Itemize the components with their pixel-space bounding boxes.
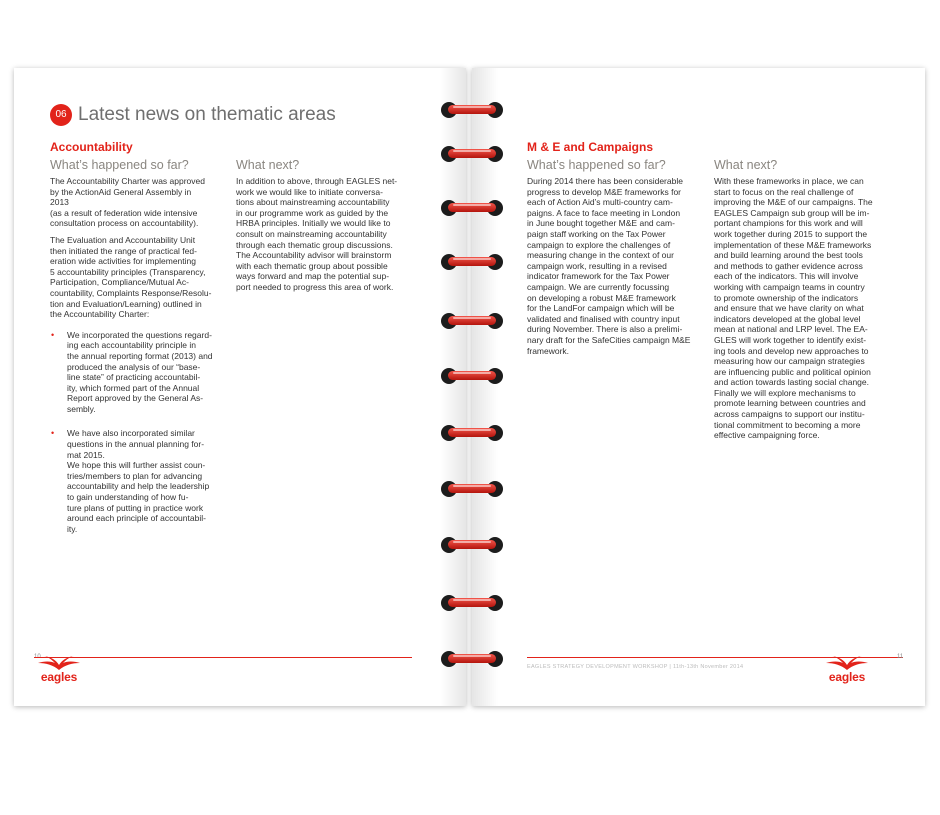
binding-ring [441, 312, 503, 330]
text-line: port needed to progress this area of work. [236, 281, 394, 292]
text-line: progress to develop M&E frameworks for [527, 186, 682, 197]
text-line: start to focus on the real challenge of [714, 186, 854, 197]
text-line: During 2014 there has been considerable [527, 176, 683, 186]
text-line: paigns. A face to face meeting in London [527, 207, 681, 218]
text-line: across campaigns to support our institu- [714, 409, 865, 420]
text-line: In addition to above, through EAGLES net- [236, 176, 398, 186]
text-line: each of the indicators. This will involve [714, 271, 859, 282]
binding-ring [441, 594, 503, 612]
text-line: consultation process on accountability). [50, 218, 199, 229]
text-line: indicator framework for the Tax Power [527, 271, 670, 282]
text-line: line state” of practicing accountabil- [67, 372, 201, 383]
text-line: validated and finalised with country input [527, 313, 680, 324]
text-line: tion and Evaluation/Learning) outlined in [50, 298, 202, 309]
binding-ring [441, 101, 503, 119]
binding-ring [441, 199, 503, 217]
text-line: We incorporated the questions regard- [67, 329, 212, 340]
left-col2-subheading: What next? [236, 158, 300, 172]
text-line: accountability and help the leadership [67, 481, 210, 492]
text-line: campaign. We are currently focussing [527, 281, 670, 292]
text-line: the annual reporting format (2013) and [67, 350, 213, 361]
text-line: ity. [67, 523, 78, 534]
accountability-heading: Accountability [50, 140, 133, 154]
text-line: GLES will work together to identify exist- [714, 334, 867, 345]
right-page [472, 68, 925, 706]
text-line: work we would like to initiate conversa- [236, 186, 383, 197]
logo-wordmark-left: eagles [40, 670, 78, 684]
text-line: effective campaigning force. [714, 430, 820, 441]
text-line: each of Action Aid’s multi-country cam- [527, 197, 673, 208]
text-line: The Accountability Charter was approved [50, 176, 205, 186]
binding-ring [441, 536, 503, 554]
text-line: measuring change in the context of our [527, 250, 674, 261]
binding-ring [441, 424, 503, 442]
text-line: Finally we will explore mechanisms to [714, 387, 856, 398]
text-line: With these frameworks in place, we can [714, 176, 864, 186]
section-number-badge: 06 [50, 104, 72, 126]
text-line: mean at national and LRP level. The EA- [714, 324, 868, 335]
text-line: and build learning around the best tools [714, 250, 863, 261]
text-line: The Accountability advisor will brainstorm [236, 250, 392, 261]
text-line: by the ActionAid General Assembly in [50, 186, 192, 197]
text-line: We hope this will further assist coun- [67, 460, 206, 471]
text-line: ture plans of putting in practice work [67, 502, 204, 513]
text-line: paign staff working on the Tax Power [527, 228, 666, 239]
logo-wordmark-right: eagles [828, 670, 866, 684]
left-col1-body [50, 176, 250, 548]
left-col2-para [236, 176, 436, 293]
left-col1-para2 [50, 235, 250, 320]
text-line: to gain understanding of how fu- [67, 492, 189, 503]
text-line: 2013 [50, 197, 69, 208]
left-col1-para1 [50, 176, 250, 229]
text-line: ing each accountability principle in [67, 340, 196, 351]
text-line: produced the analysis of our “base- [67, 361, 201, 372]
text-line: We have also incorporated similar [67, 428, 195, 439]
right-col2-body [714, 176, 909, 447]
text-line: measuring how our campaign strategies [714, 356, 865, 367]
right-col1-subheading: What’s happened so far? [527, 158, 666, 172]
eagles-logo-left [34, 656, 84, 684]
bullet-item [50, 330, 250, 415]
binding-ring [441, 145, 503, 163]
text-line: countability, Complaints Response/Resolu- [50, 287, 212, 298]
text-line: eration wide activities for implementing [50, 256, 196, 267]
text-line: (as a result of federation wide intensive [50, 207, 198, 218]
text-line: campaign work, resulting in a revised [527, 260, 667, 271]
eagles-logo-right [822, 656, 872, 684]
text-line: with each thematic group about possible [236, 260, 388, 271]
text-line: in our programme work as guided by the [236, 207, 389, 218]
text-line: implementation of these M&E frameworks [714, 239, 872, 250]
text-line: mat 2015. [67, 449, 105, 460]
footer-rule-left [34, 657, 412, 658]
binding-ring [441, 650, 503, 668]
text-line: for the LandFor campaign which will be [527, 303, 675, 314]
text-line: The Evaluation and Accountability Unit [50, 234, 196, 245]
text-line: through each thematic group discussions. [236, 239, 393, 250]
text-line: in June bought together M&E and cam- [527, 218, 675, 229]
text-line: Participation, Compliance/Mutual Ac- [50, 277, 189, 288]
text-line: during November. There is also a prelimi- [527, 324, 683, 335]
text-line: consult on mainstreaming accountability [236, 228, 387, 239]
section-title: Latest news on thematic areas [78, 104, 336, 125]
text-line: sembly. [67, 403, 96, 414]
left-page [14, 68, 466, 706]
text-line: nary draft for the SafeCities campaign M&E [527, 334, 691, 345]
text-line: 5 accountability principles (Transparency, [50, 266, 206, 277]
binding-ring [441, 253, 503, 271]
right-col2-subheading: What next? [714, 158, 778, 172]
footer-workshop-text: EAGLES STRATEGY DEVELOPMENT WORKSHOP | 11th-13th November 2014 [527, 664, 744, 670]
binding-ring [441, 480, 503, 498]
text-line: tions about mainstreaming accountability [236, 197, 390, 208]
right-col2-para [714, 176, 909, 441]
binding-ring [441, 367, 503, 385]
bullet-item [50, 428, 250, 534]
text-line: around each principle of accountabil- [67, 513, 206, 524]
text-line: then initiated the range of practical fed- [50, 245, 197, 256]
text-line: portant champions for this work and will [714, 218, 863, 229]
text-line: work together during 2015 to support the [714, 228, 868, 239]
text-line: campaign to explore the challenges of [527, 239, 671, 250]
page-number-right: 11 [897, 654, 904, 660]
text-line: indicators developed at the global level [714, 313, 861, 324]
text-line: are influencing public and political opinion [714, 366, 871, 377]
text-line: ing tools and develop new approaches to [714, 345, 869, 356]
text-line: ways forward and map the potential sup- [236, 271, 390, 282]
text-line: ity, which formed part of the Annual [67, 382, 200, 393]
left-col2-body [236, 176, 436, 299]
text-line: and ensure that we have clarity on what [714, 303, 864, 314]
text-line: the Accountability Charter: [50, 309, 150, 320]
right-col1-body [527, 176, 713, 362]
accountability-bullet-list [50, 330, 250, 535]
text-line: questions in the annual planning for- [67, 439, 205, 450]
text-line: to promote ownership of the indicators [714, 292, 859, 303]
text-line: on developing a robust M&E framework [527, 292, 676, 303]
text-line: tries/members to plan for advancing [67, 470, 203, 481]
text-line: EAGLES Campaign sub group will be im- [714, 207, 870, 218]
right-col1-para [527, 176, 713, 356]
left-col1-subheading: What’s happened so far? [50, 158, 189, 172]
text-line: improving the M&E of our campaigns. The [714, 197, 873, 208]
text-line: framework. [527, 345, 570, 356]
text-line: Report approved by the General As- [67, 393, 204, 404]
text-line: and action towards lasting social change. [714, 377, 869, 388]
me-campaigns-heading: M & E and Campaigns [527, 140, 654, 154]
text-line: and methods to gather evidence across [714, 260, 863, 271]
text-line: promote learning between countries and [714, 398, 866, 409]
text-line: working with campaign teams in country [714, 281, 865, 292]
text-line: HRBA principles. Initially we would like to [236, 218, 391, 229]
text-line: tional commitment to becoming a more [714, 419, 861, 430]
